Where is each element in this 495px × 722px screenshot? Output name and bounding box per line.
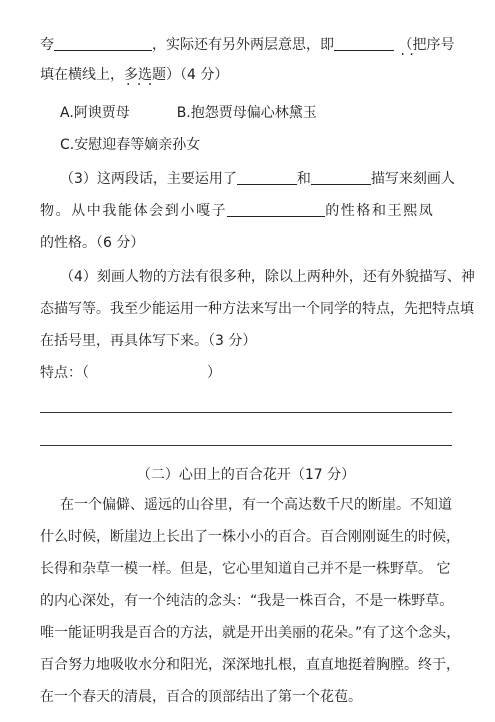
answer-line[interactable]: [40, 412, 452, 413]
question-4-line3: 在括号里，再具体写下来。（3 分）: [40, 333, 257, 349]
passage-line: 唯一能证明我是百合的方法，就是开出美丽的花朵。”有了这个念头，: [40, 625, 461, 641]
question-continuation-line2: 填在横线上，多选题 · · ·）（4 分）: [40, 66, 457, 84]
question-4-line2: 态描写等。我至少能运用一种方法来写出一个同学的特点，先把特点填: [40, 301, 474, 317]
section-title: （二）心田上的百合花开（17 分）: [136, 467, 356, 483]
passage-line: 百合努力地吸收水分和阳光，深深地扎根，直直地挺着胸膛。终于，: [40, 657, 460, 673]
text: ，实际还有另外两层意思，即: [152, 37, 334, 53]
answer-blank[interactable]: [54, 36, 152, 51]
question-3-line1: （3）这两段话，主要运用了 和 描写来刻画人: [60, 171, 455, 187]
passage-line: 什么时候，断崖边上长出了一株小小的百合。百合刚刚诞生的时候，: [40, 529, 460, 545]
feature-line: 特点：（ ）: [40, 365, 221, 381]
options-row: [60, 104, 457, 122]
answer-blank[interactable]: [334, 36, 394, 51]
passage-line: 在一个春天的清晨，百合的顶部结出了第一个花苞。: [40, 689, 362, 705]
option-c[interactable]: C.安慰迎春等嫡亲孙女: [60, 137, 201, 153]
answer-blank[interactable]: [311, 170, 371, 185]
question-3-line2: 物。从中我能体会到小嘎子 的性格和王熙凤: [40, 203, 435, 219]
passage-line: 长得和杂草一模一样。但是，它心里知道自己并不是一株野草。 它: [40, 561, 451, 577]
passage-line: 的内心深处，有一个纯洁的念头：“我是一株百合，不是一株野草。: [40, 593, 454, 609]
question-4-line1: （4）刻画人物的方法有很多种，除以上两种外，还有外貌描写、神: [60, 269, 475, 285]
text: 夸: [40, 37, 54, 53]
question-continuation-line1: [40, 36, 457, 54]
passage-line: 在一个偏僻、遥远的山谷里，有一个高达数千尺的断崖。不知道: [60, 497, 452, 513]
question-3-line3: 的性格。（6 分）: [40, 235, 145, 251]
emphasized-text: （把序号 · ·: [398, 36, 454, 54]
emphasized-text: 多选题 · · ·: [124, 66, 166, 84]
answer-blank[interactable]: [237, 170, 297, 185]
answer-blank[interactable]: [227, 202, 325, 217]
option-b[interactable]: B.抱怨贾母偏心林黛玉: [176, 105, 317, 121]
option-a[interactable]: A.阿谀贾母: [60, 105, 130, 121]
answer-line[interactable]: [40, 445, 452, 446]
feature-label: 特点：（: [40, 365, 89, 381]
